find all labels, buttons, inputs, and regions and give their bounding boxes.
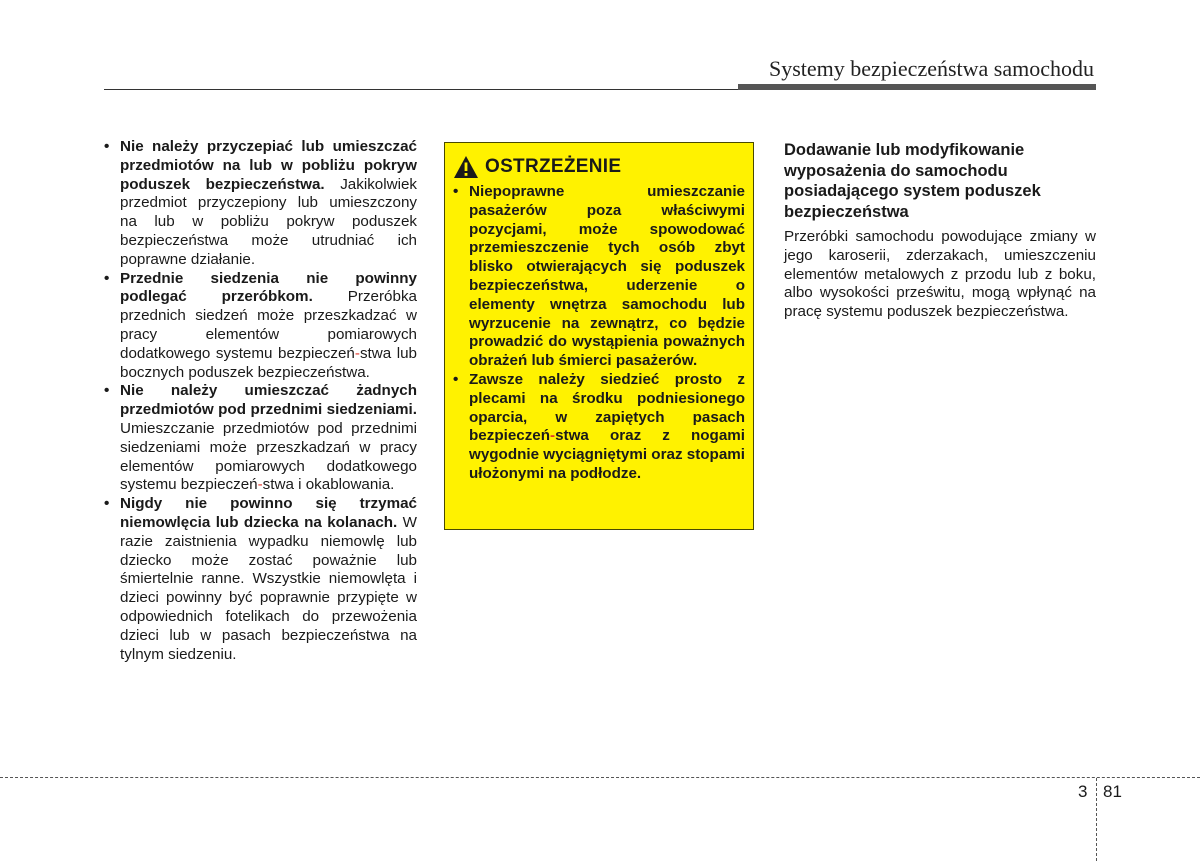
warning-item-text: Niepoprawne umieszczanie pasażerów poza właściwymi pozycjami, może spowodować przemieszczenie tych osób zbyt blisko otwierających się poduszek bezpieczeństwa, uderzenie o elementy wnętrza samochodu lub wyrzucenie na zewnątrz, co będzie prowadzić do wystąpienia poważnych obrażeń lub śmierci pasażerów. <box>469 183 745 370</box>
warning-item <box>453 183 745 371</box>
warning-title: OSTRZEŻENIE <box>485 156 622 177</box>
warning-item-text: Zawsze należy siedzieć prosto z plecami na środku podniesionego oparcia, w zapiętych pasach bezpieczeń <box>469 370 745 445</box>
item-text-cont: stwa lub bocznych poduszek bezpieczeństwa. <box>120 344 417 381</box>
footer-divider <box>0 777 1200 778</box>
hyphen-mark: - <box>257 476 263 494</box>
list-item <box>104 138 417 270</box>
list-item <box>104 270 417 383</box>
left-column <box>104 138 417 664</box>
warning-item-text-cont: stwa oraz z nogami wygodnie wyciągniętymi oraz stopami ułożonymi na podłodze. <box>469 427 745 482</box>
hyphen-mark: - <box>550 427 556 445</box>
list-item <box>104 495 417 664</box>
chapter-number: 3 <box>1078 782 1088 801</box>
hyphen-mark: - <box>354 344 360 362</box>
page-number: 81 <box>1103 782 1122 801</box>
warning-triangle-icon <box>453 155 479 179</box>
right-column <box>784 140 1096 322</box>
warning-list <box>453 183 745 484</box>
section-body: Przeróbki samochodu powodujące zmiany w jego karoserii, zderzakach, umieszczeniu elementów metalowych z przodu lub z boku, albo wysokości prześwitu, mogą wpłynąć na pracę systemu poduszek bezpieczeństwa. <box>784 228 1096 321</box>
bold-lead: Przednie siedzenia nie powinny podlegać przeróbkom. <box>120 269 417 306</box>
bold-lead: Nie należy przyczepiać lub umieszczać przedmiotów na lub w pobliżu pokryw poduszek bezpieczeństwa. <box>120 138 417 193</box>
warning-item <box>453 371 745 484</box>
list-item <box>104 382 417 495</box>
bullet-list <box>104 138 417 664</box>
item-text: Jakikolwiek przedmiot przyczepiony lub umieszczony na lub w pobliżu pokryw poduszek bezpieczeństwa może utrudniać ich poprawne działanie. <box>120 175 417 268</box>
bold-lead: Nigdy nie powinno się trzymać niemowlęcia lub dziecka na kolanach. <box>120 495 417 531</box>
item-text: W razie zaistnienia wypadku niemowlę lub dziecko może zostać poważnie lub śmiertelnie ranne. Wszystkie niemowlęta i dzieci powinny być poprawnie przypięte w odpowiednich fotelikach do przewożenia dzieci lub w pasach bezpieczeństwa na tylnym siedzeniu. <box>120 513 417 663</box>
section-heading: Dodawanie lub modyfikowanie wyposażenia do samochodu posiadającego system poduszek bezpieczeństwa <box>784 141 1041 221</box>
page-number-divider <box>1096 778 1097 861</box>
bold-lead: Nie należy umieszczać żadnych przedmiotów pod przednimi siedzeniami. <box>120 382 417 419</box>
page-header-title: Systemy bezpieczeństwa samochodu <box>768 56 1094 81</box>
warning-header <box>453 155 745 179</box>
warning-box <box>444 142 754 530</box>
item-text: Przeróbka przednich siedzeń może przeszkadzać w pracy elementów pomiarowych dodatkowego systemu bezpieczeń <box>120 288 417 362</box>
item-text: Umieszczanie przedmiotów pod przednimi siedzeniami może przeszkadzań w pracy elementów pomiarowych dodatkowego systemu bezpieczeń <box>120 419 417 494</box>
item-text-cont: stwa i okablowania. <box>262 476 395 494</box>
header-rule-accent <box>738 84 1096 90</box>
